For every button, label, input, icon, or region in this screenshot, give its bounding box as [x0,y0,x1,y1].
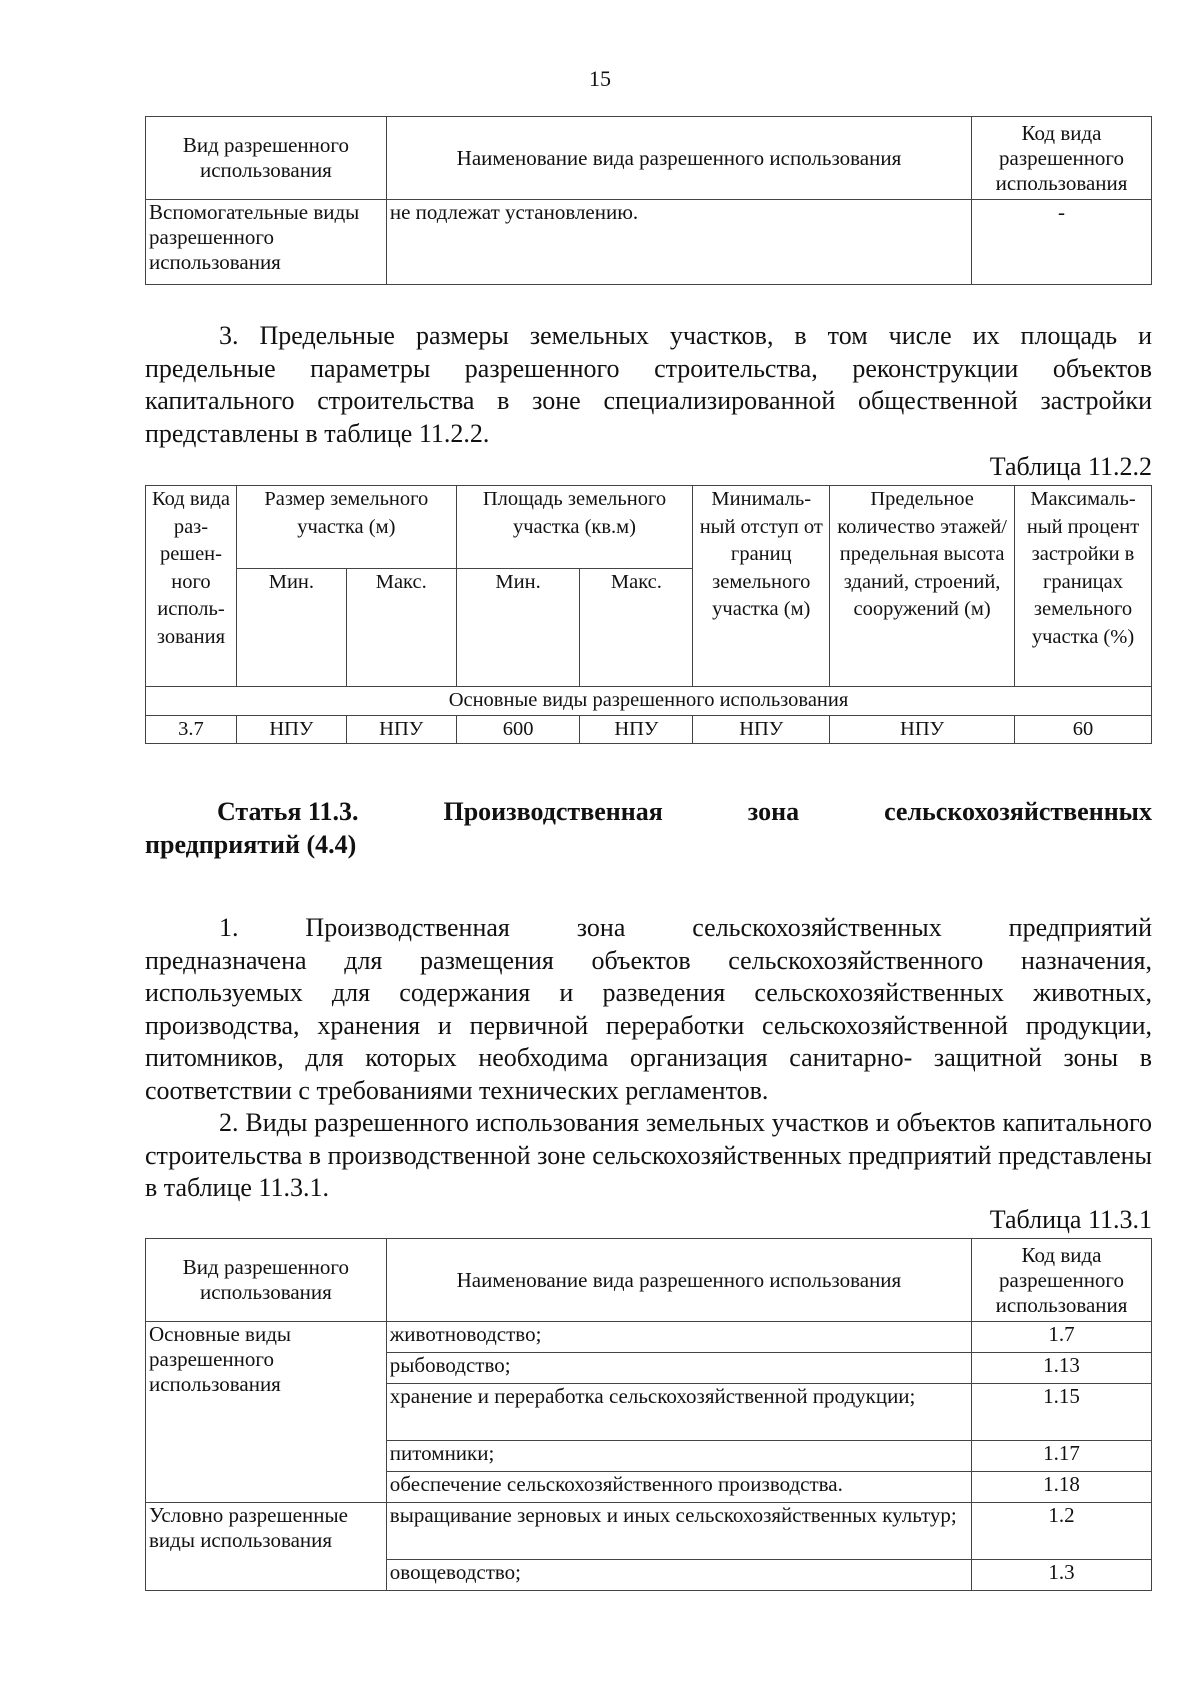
heading-part: сельскохозяйственных [884,797,1152,826]
table-row [146,1322,1152,1353]
heading-part: зона [747,797,800,826]
cell-use-code: 1.3 [972,1560,1152,1591]
header-use-name: Наименование вида разрешенного использования [386,117,971,200]
table-caption: Таблица 11.2.2 [989,452,1152,481]
cell-use-code: 1.13 [972,1353,1152,1384]
table-header-row [146,117,1152,200]
heading-part: Статья 11.3. [217,797,359,826]
header-use-type: Вид разрешенного использования [146,117,387,200]
heading-line-2: предприятий (4.4) [145,830,357,859]
paragraph-line: представлены в таблице 11.2.2. [145,418,490,448]
paragraph-1: предназначена для размещения объектов сельскохозяйственного назначения, используемых для содержания и разведения сельскохозяйственных животных, производства, хранения и первичной переработки сельскохозяйственной продукции, питомников, для которых необходима организация санитарно- защитной зоны в соответствии с требованиями технических регламентов. [145,945,1152,1105]
header-code: Код вида раз- решен- ного исполь- зования [146,486,237,687]
cell-min-indent: НПУ [693,715,830,744]
cell-use-name: животноводство; [386,1322,971,1353]
cell-use-name: рыбоводство; [386,1353,971,1384]
cell-use-code: 1.7 [972,1322,1152,1353]
table-row [146,200,1152,285]
cell-use-name: хранение и переработка сельскохозяйственной продукции; [386,1384,971,1441]
cell-use-type: Вспомогательные виды разрешенного использования [146,200,387,285]
table-row [146,715,1152,744]
article-body [145,912,1152,1205]
cell-group-main: Основные виды разрешенного использования [146,1322,387,1503]
table-header-row [146,1239,1152,1322]
heading-part: Производственная [443,797,663,826]
header-min-indent: Минималь- ный отступ от границ земельного участка (м) [693,486,830,687]
cell-use-code: - [972,200,1152,285]
section-row: Основные виды разрешенного использования [146,687,1152,716]
header-max-floors: Предельное количество этажей/ предельная высота зданий, строений, сооружений (м) [830,486,1015,687]
table-parameters [145,485,1152,744]
table-permitted-uses [145,1238,1152,1591]
header-plot-size: Размер земельного участка (м) [236,486,456,569]
header-use-code: Код вида разрешенного использования [972,117,1152,200]
header-plot-area: Площадь земельного участка (кв.м) [456,486,693,569]
table-caption: Таблица 11.3.1 [989,1205,1152,1234]
cell-max-floors: НПУ [830,715,1015,744]
header-area-min: Мин. [456,569,580,687]
header-use-name: Наименование вида разрешенного использования [386,1239,971,1322]
cell-use-name: обеспечение сельскохозяйственного производства. [386,1472,971,1503]
header-area-max: Макс. [580,569,693,687]
paragraph-2: 2. Виды разрешенного использования земельных участков и объектов капитального строительства в производственной зоне сельскохозяйственных предприятий представлены в таблице 11.3.1. [145,1108,1152,1202]
cell-use-code: 1.15 [972,1384,1152,1441]
paragraph-3 [145,320,1152,450]
cell-use-code: 1.18 [972,1472,1152,1503]
paragraph-line: 3. Предельные размеры земельных участков, в том числе их площадь и [219,321,1152,350]
cell-group-conditional: Условно разрешенные виды использования [146,1503,387,1591]
header-size-max: Макс. [346,569,456,687]
header-max-percent: Максималь- ный процент застройки в границах земельного участка (%) [1015,486,1152,687]
cell-use-name: выращивание зерновых и иных сельскохозяйственных культур; [386,1503,971,1560]
cell-use-name: питомники; [386,1441,971,1472]
paragraph-line: предельные параметры разрешенного строительства, реконструкции объектов [145,353,1152,383]
cell-area-max: НПУ [580,715,693,744]
table-row [146,1503,1152,1560]
table-auxiliary-uses [145,116,1152,285]
cell-size-max: НПУ [346,715,456,744]
cell-use-name: не подлежат установлению. [386,200,971,285]
paragraph-line: капитального строительства в зоне специализированной общественной застройки [145,386,1152,415]
cell-area-min: 600 [456,715,580,744]
article-heading [145,795,1152,861]
cell-use-name: овощеводство; [386,1560,971,1591]
cell-size-min: НПУ [236,715,346,744]
paragraph-1-first-line: 1. Производственная зона сельскохозяйственных предприятий [219,913,1152,942]
header-use-code: Код вида разрешенного использования [972,1239,1152,1322]
cell-max-percent: 60 [1015,715,1152,744]
header-size-min: Мин. [236,569,346,687]
cell-use-code: 1.17 [972,1441,1152,1472]
header-use-type: Вид разрешенного использования [146,1239,387,1322]
page-number: 15 [589,66,611,91]
cell-use-code: 1.2 [972,1503,1152,1560]
cell-code: 3.7 [146,715,237,744]
